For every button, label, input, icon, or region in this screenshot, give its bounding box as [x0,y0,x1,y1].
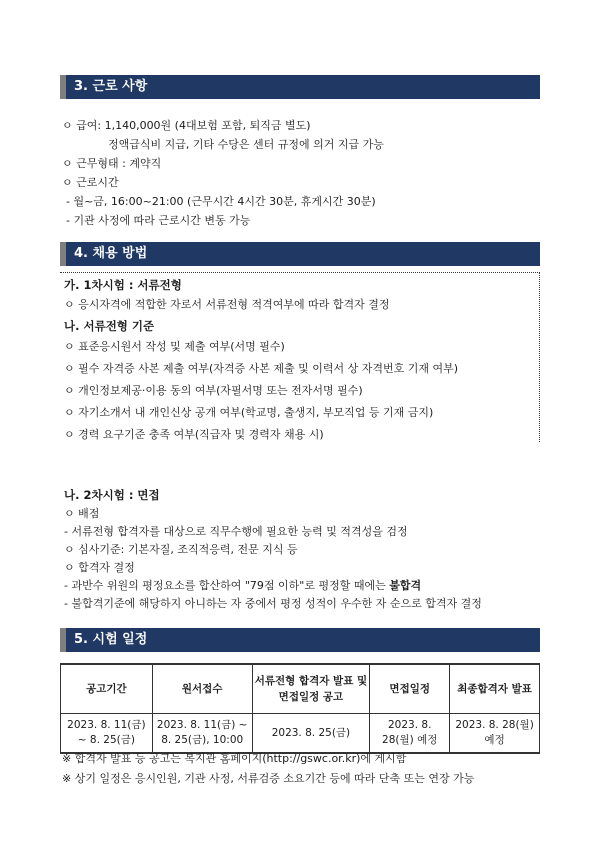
step2-item [64,578,421,594]
schedule-header-row [61,664,540,714]
schedule-cell: 2023. 8. 28(월) 예정 [370,714,450,754]
criteria-item: ㅇ 표준응시원서 작성 및 제출 여부(서명 필수) [64,340,285,353]
work-hours-change: - 기관 사정에 따라 근로시간 변동 가능 [66,214,251,227]
fail-label: 불합격 [389,579,422,592]
step2-item-text: - 과반수 위원의 평정요소를 합산하여 "79점 이하"로 평정할 때에는 [64,579,386,592]
schedule-cell: 2023. 8. 28(월) 예정 [450,714,540,754]
section-4-title: 4. 채용 방법 [74,246,148,261]
step2-item: - 서류전형 합격자를 대상으로 직무수행에 필요한 능력 및 적격성을 검정 [64,525,408,538]
work-type-line: ㅇ 근무형태 : 계약직 [62,157,162,170]
criteria-item: ㅇ 개인정보제공·이용 동의 여부(자필서명 또는 전자서명 필수) [64,384,363,397]
schedule-row [61,714,540,754]
step1-title: 가. 1차시험 : 서류전형 [64,278,182,292]
section-5-title: 5. 시험 일정 [74,632,148,647]
header-cell: 원서접수 [152,664,252,714]
header-cell: 서류전형 합격자 발표 및 면접일정 공고 [252,664,370,714]
step2-item: ㅇ 배점 [64,507,100,520]
section-4-header [60,242,540,266]
salary-note: 정액급식비 지급, 기타 수당은 센터 규정에 의거 지급 가능 [108,138,384,151]
section-5-header [60,628,540,652]
note-line: ※ 합격자 발표 등 공고는 복지관 홈페이지(http://gswc.or.kr)에 게시함 [62,752,407,765]
header-cell: 최종합격자 발표 [450,664,540,714]
step1-item: ㅇ 응시자격에 적합한 자로서 서류전형 적격여부에 따라 합격자 결정 [64,298,390,311]
schedule-cell: 2023. 8. 25(금) [252,714,370,754]
section-3-header [60,75,540,99]
section-3-title: 3. 근로 사항 [74,79,148,94]
criteria-item: ㅇ 필수 자격증 사본 제출 여부(자격증 사본 제출 및 이력서 상 자격번호 기재 여부) [64,362,459,375]
step2-item: - 불합격기준에 해당하지 아니하는 자 중에서 평정 성적이 우수한 자 순으로 합격자 결정 [64,597,482,610]
step2-item: ㅇ 합격자 결정 [64,561,135,574]
header-cell: 면접일정 [370,664,450,714]
schedule-cell: 2023. 8. 11(금) ~ 8. 25(금) [61,714,153,754]
work-hours-detail: - 월~금, 16:00~21:00 (근무시간 4시간 30분, 휴게시간 30분) [66,195,376,208]
step2-item: ㅇ 심사기준: 기본자질, 조직적응력, 전문 지식 등 [64,543,298,556]
criteria-item: ㅇ 경력 요구기준 충족 여부(직급자 및 경력자 채용 시) [64,428,324,441]
schedule-cell: 2023. 8. 11(금) ~ 8. 25(금), 10:00 [152,714,252,754]
note-line: ※ 상기 일정은 응시인원, 기관 사정, 서류검증 소요기간 등에 따라 단축 또는 연장 가능 [62,772,475,785]
salary-line: ㅇ 급여: 1,140,000원 (4대보험 포함, 퇴직금 별도) [62,119,311,132]
criteria-item: ㅇ 자기소개서 내 개인신상 공개 여부(학교명, 출생지, 부모직업 등 기재 금지) [64,406,434,419]
work-hours-heading: ㅇ 근로시간 [62,176,119,189]
schedule-table [60,663,540,754]
criteria-title: 나. 서류전형 기준 [64,319,155,333]
header-cell: 공고기간 [61,664,153,714]
step2-title: 나. 2차시험 : 면접 [64,488,160,502]
